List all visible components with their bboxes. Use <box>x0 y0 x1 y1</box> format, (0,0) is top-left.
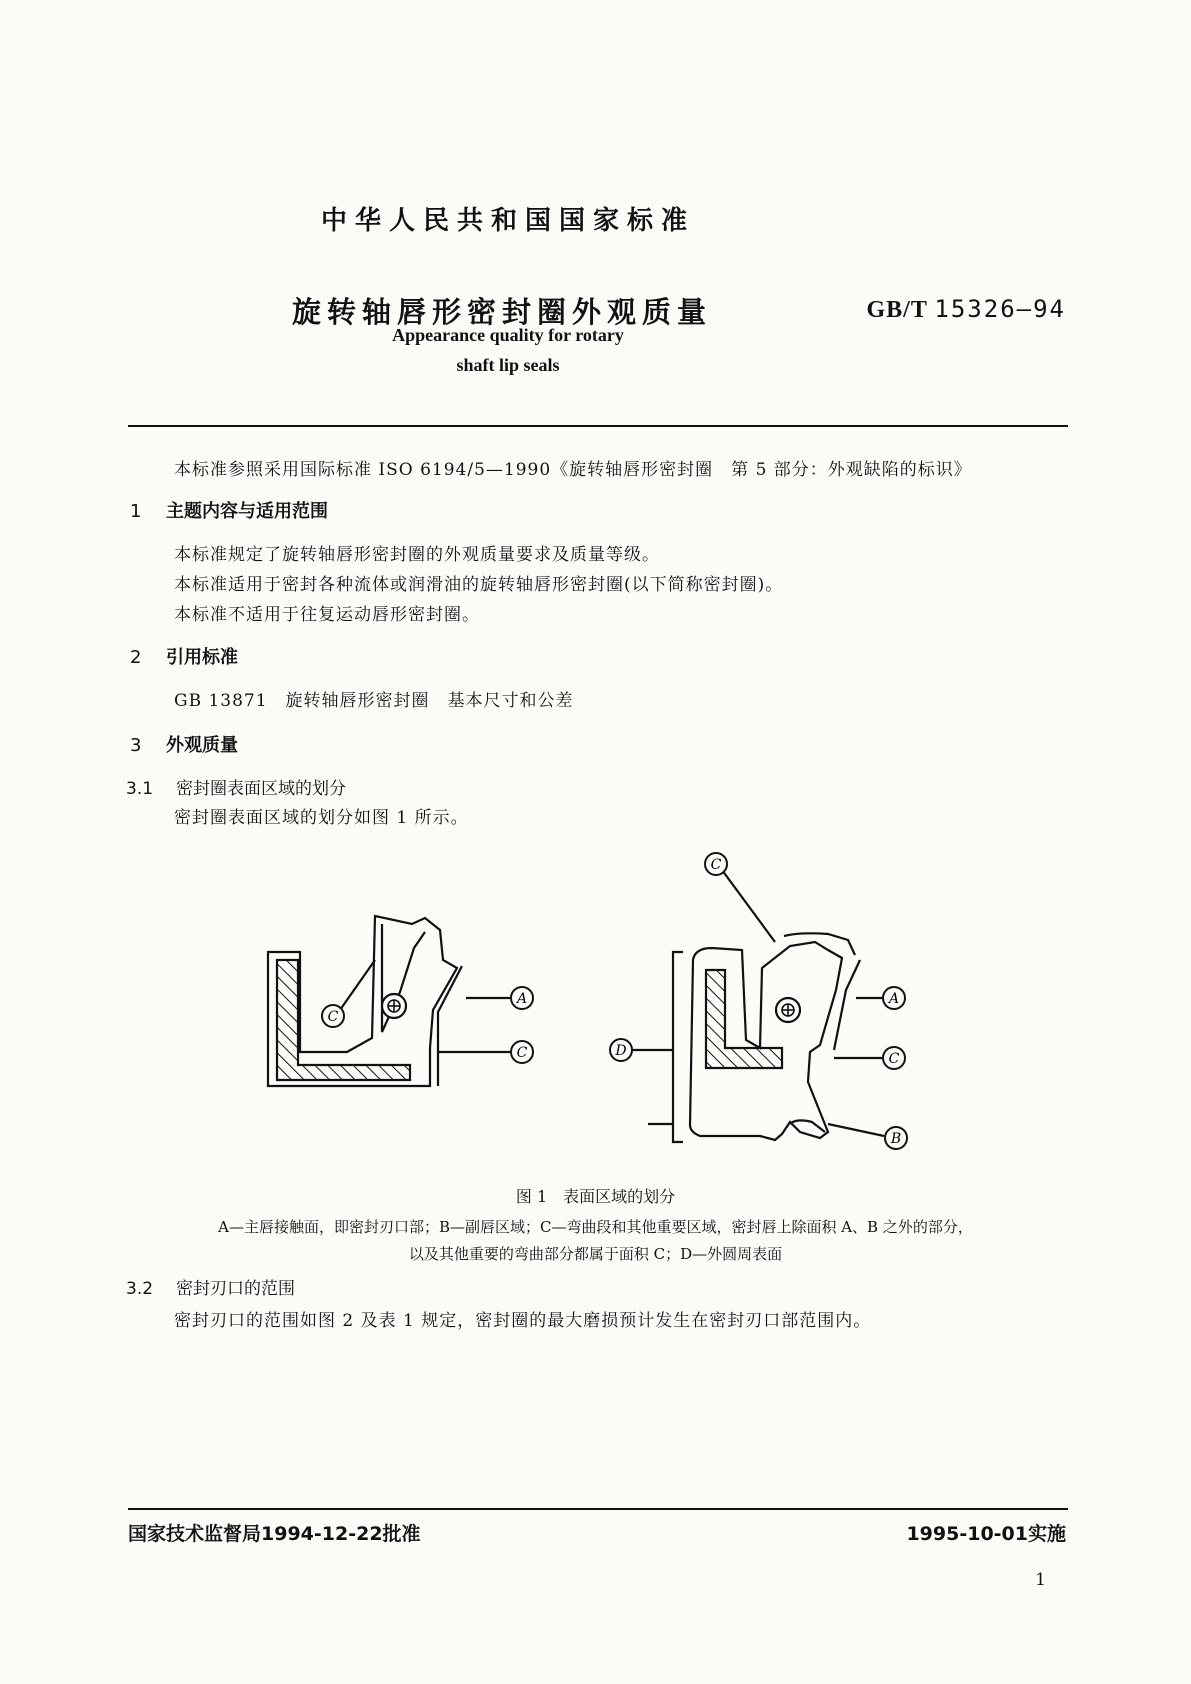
subsection-number: 3.1 <box>126 779 154 799</box>
subsection-3-2-text: 密封刃口的范围如图 2 及表 1 规定，密封圈的最大磨损预计发生在密封刃口部范围内。 <box>174 1311 872 1331</box>
section-1-heading <box>130 497 328 523</box>
document-title-en-line2: shaft lip seals <box>456 355 560 375</box>
callout-label: A <box>888 991 900 1007</box>
implementation-date: 1995-10-01实施 <box>906 1523 1066 1545</box>
intro-reference: 本标准参照采用国际标准 ISO 6194/5—1990《旋转轴唇形密封圈 第 5 部分：外观缺陷的标识》 <box>174 460 972 480</box>
callout-b-right <box>885 1127 907 1149</box>
section-title: 引用标准 <box>166 647 238 668</box>
seal-drawing-right <box>628 870 884 1142</box>
subsection-3-1-heading <box>126 774 346 799</box>
figure-1-legend-line1: A—主唇接触面，即密封刃口部；B—副唇区域；C—弯曲段和其他重要区域，密封唇上除面积 A、B 之外的部分， <box>218 1218 973 1236</box>
callout-c-right <box>883 1047 905 1069</box>
page-number: 1 <box>1035 1570 1046 1590</box>
callout-c-right-top <box>705 853 727 875</box>
subsection-title: 密封圈表面区域的划分 <box>176 779 346 799</box>
subsection-3-2-heading <box>126 1274 295 1299</box>
leader-line <box>340 960 375 1010</box>
standard-code-prefix: GB/T <box>866 297 928 323</box>
section-number: 1 <box>130 501 142 522</box>
section-2-reference: GB 13871 旋转轴唇形密封圈 基本尺寸和公差 <box>174 691 574 711</box>
standard-code-number: 15326—94 <box>934 295 1066 323</box>
callout-c-left <box>322 1005 344 1027</box>
callout-c-left-2 <box>511 1041 533 1063</box>
section-1-paragraph: 本标准规定了旋转轴唇形密封圈的外观质量要求及质量等级。 <box>174 545 660 565</box>
subsection-number: 3.2 <box>126 1279 154 1299</box>
national-standard-heading: 中华人民共和国国家标准 <box>320 206 695 236</box>
outer-edge-right <box>834 960 860 1050</box>
section-1-paragraph: 本标准适用于密封各种流体或润滑油的旋转轴唇形密封圈(以下简称密封圈)。 <box>174 575 784 595</box>
callout-label: C <box>327 1009 339 1025</box>
document-title-en-line1: Appearance quality for rotary <box>392 325 624 345</box>
section-3-heading <box>130 731 238 757</box>
section-2-heading <box>130 643 238 669</box>
callout-a-left <box>511 987 533 1009</box>
section-1-paragraph: 本标准不适用于往复运动唇形密封圈。 <box>174 605 480 625</box>
section-number: 2 <box>130 647 142 668</box>
callout-d-right <box>610 1039 632 1061</box>
document-title-cn: 旋转轴唇形密封圈外观质量 <box>292 295 713 329</box>
callout-a-right <box>883 987 905 1009</box>
standard-code <box>866 295 1066 324</box>
header-rule <box>128 425 1068 427</box>
approval-date: 国家技术监督局1994-12-22批准 <box>128 1523 421 1545</box>
section-number: 3 <box>130 735 142 756</box>
callout-label: C <box>888 1051 900 1067</box>
section-title: 外观质量 <box>166 735 238 756</box>
callout-label: B <box>890 1131 902 1147</box>
leader-line <box>828 1124 884 1136</box>
callout-label: C <box>516 1045 528 1061</box>
figure-1-caption: 图 1 表面区域的划分 <box>515 1187 676 1206</box>
leader-line <box>722 870 775 942</box>
figure-1-legend-line2: 以及其他重要的弯曲部分都属于面积 C；D—外圆周表面 <box>408 1245 783 1263</box>
subsection-3-1-text: 密封圈表面区域的划分如图 1 所示。 <box>174 808 469 828</box>
outer-bracket-d <box>673 952 683 1142</box>
callout-label: D <box>615 1043 627 1059</box>
callout-label: C <box>710 857 722 873</box>
section-title: 主题内容与适用范围 <box>166 501 328 522</box>
outer-edge-left <box>438 966 462 1086</box>
callout-label: A <box>516 991 528 1007</box>
subsection-title: 密封刃口的范围 <box>176 1279 295 1299</box>
figure-1-diagram <box>0 840 1191 1170</box>
footer-rule <box>128 1508 1068 1510</box>
